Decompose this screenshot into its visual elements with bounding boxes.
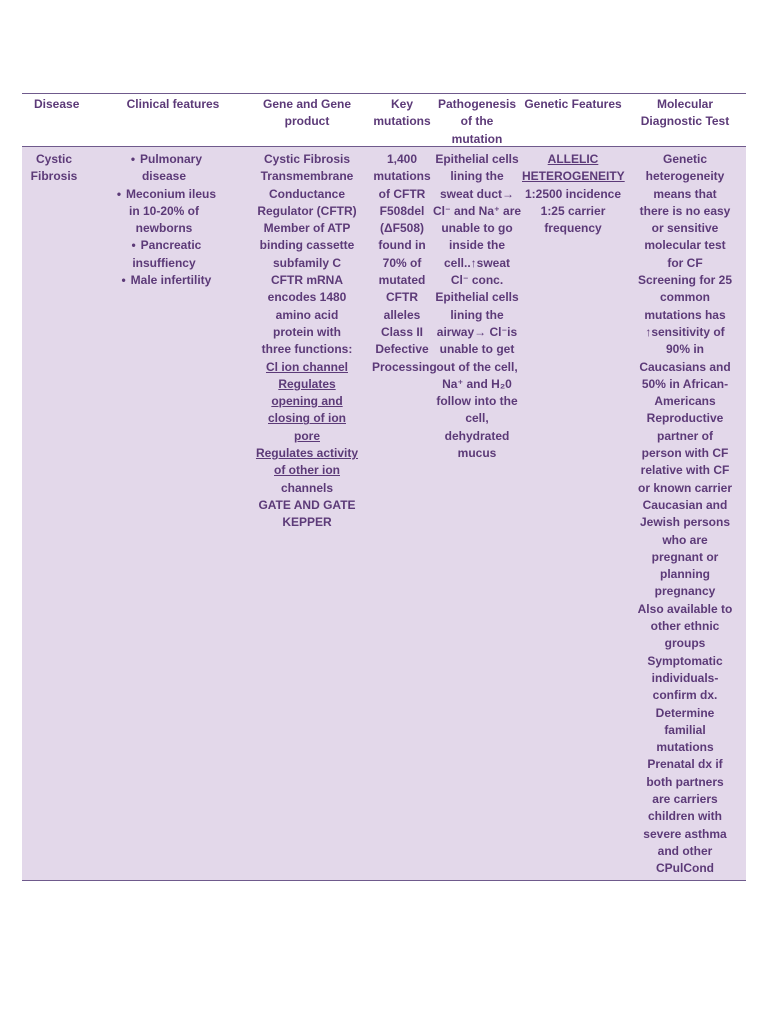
cell-genetic-features: ALLELIC HETEROGENEITY 1:2500 incidence 1:25 carrier frequency [522, 152, 625, 236]
list-item: • Pancreatic insuffiency [86, 237, 242, 272]
list-item: • Male infertility [86, 272, 242, 289]
cell-pathogenesis: Epithelial cells lining the sweat duct→ Cl⁻ and Na⁺ are unable to go inside the cell..↑sweat Cl⁻ conc. Epithelial cells lining the airway→ Cl⁻is unable to get out of the cell, Na⁺ and H₂0 follow into the cell, dehydrated mucus [432, 152, 522, 461]
clinical-features-list [86, 151, 242, 289]
header-pathogenesis: Pathogenesis of the mutation [437, 97, 517, 146]
cell-key-mutations: 1,400 mutations of CFTR F508del (ΔF508) found in 70% of mutated CFTR alleles Class II Defective Processing [372, 152, 437, 374]
cell-clinical-features [86, 147, 242, 880]
table-row [22, 147, 746, 880]
header-key-mutations: Key mutations [373, 97, 431, 129]
bullet-icon: • [131, 238, 136, 253]
bullet-icon: • [116, 186, 122, 201]
list-item: • Pulmonary disease [86, 151, 242, 186]
cell-gene-product: Cystic Fibrosis Transmembrane Conductance Regulator (CFTR) Member of ATP binding cassette subfamily C CFTR mRNA encodes 1480 amino acid protein with three functions: Cl ion channel Regulates opening and closing of ion pore Regulates activity of other ion channels GATE AND GATE KEPPER [255, 152, 359, 530]
header-disease: Disease [34, 97, 80, 111]
header-genetic-features: Genetic Features [524, 97, 622, 111]
table-header-row [22, 94, 746, 147]
cell-diagnostic-test: Genetic heterogeneity means that there is no easy or sensitive molecular test for CF Screening for 25 common mutations has ↑sensitivity of 90% in Caucasians and 50% in African- Americans Reproductive partner of person with CF relative with CF or known carrier Caucasian and Jewish persons who are pregnant or planning pregnancy Also available to other ethnic groups Symptomatic individuals- confirm dx. Determine familial mutations Prenatal dx if both partners are carriers children with severe asthma and other CPulCond [637, 152, 733, 876]
bullet-icon: • [121, 273, 126, 288]
list-item: • Meconium ileus in 10-20% of newborns [86, 186, 242, 238]
header-diagnostic-test: Molecular Diagnostic Test [640, 97, 730, 129]
cell-disease: Cystic Fibrosis [30, 152, 78, 184]
header-clinical-features: Clinical features [126, 97, 220, 111]
bullet-icon: • [130, 152, 136, 166]
header-gene-product: Gene and Gene product [262, 97, 352, 129]
cf-table [22, 93, 746, 881]
